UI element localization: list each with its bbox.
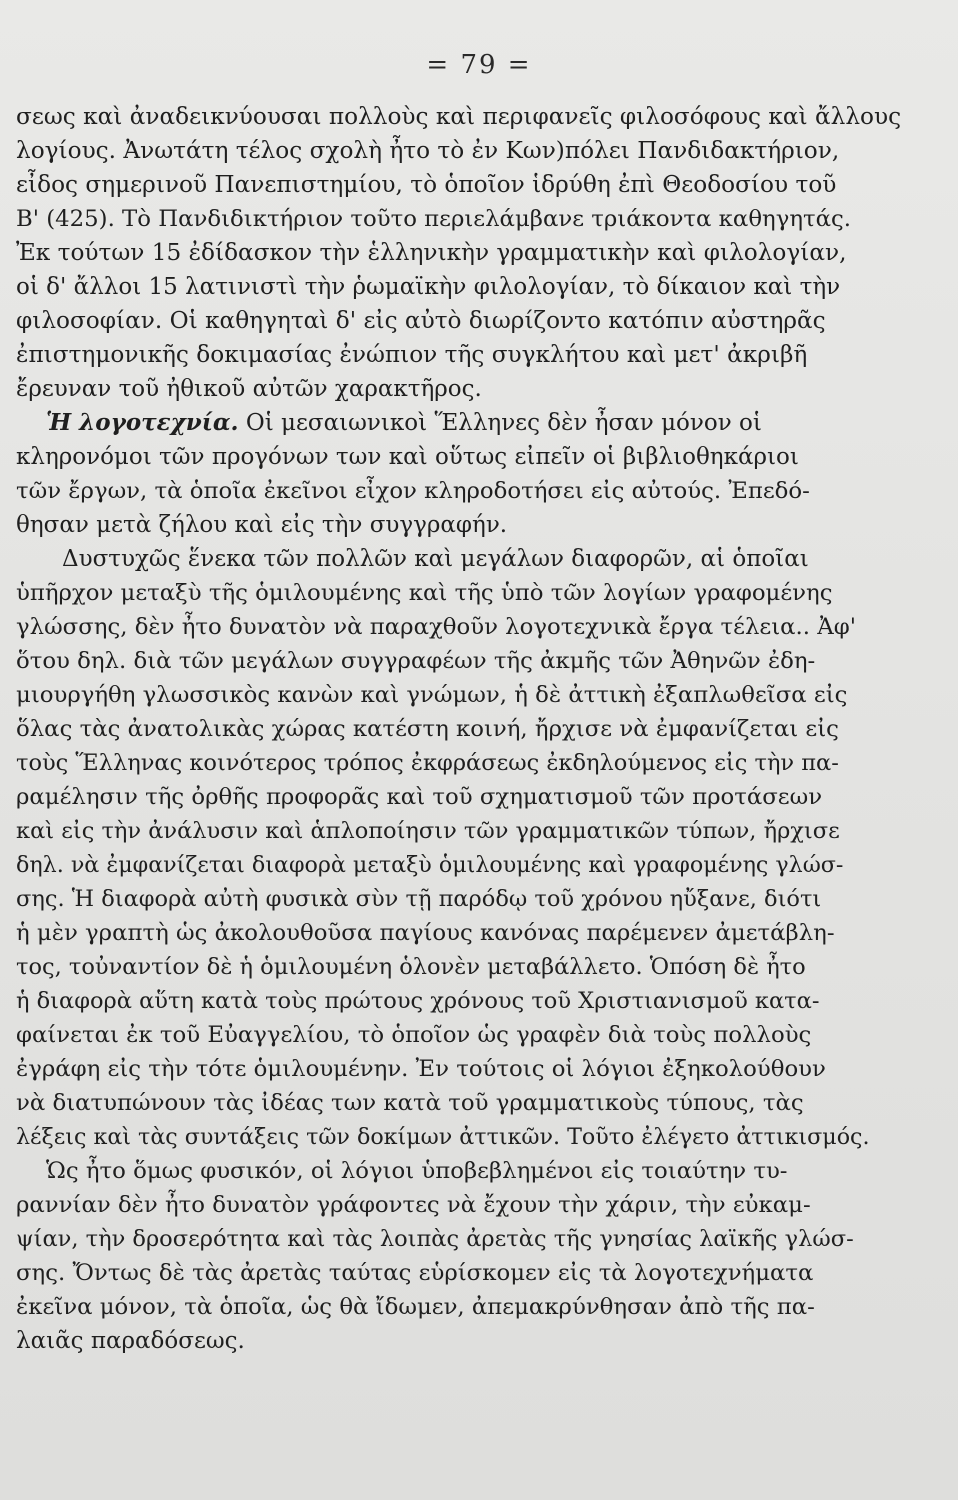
text-line: νὰ διατυπώνουν τὰς ἰδέας των κατὰ τοῦ γραμματικοὺς τύπους, τὰς <box>16 1090 804 1116</box>
text-line: μιουργήθη γλωσσικὸς κανὼν καὶ γνώμων, ἡ δὲ ἀττικὴ ἐξαπλωθεῖσα εἰς <box>16 682 848 708</box>
text-line: ἡ διαφορὰ αὕτη κατὰ τοὺς πρώτους χρόνους τοῦ Χριστιανισμοῦ κατα- <box>16 988 820 1014</box>
text-line: λαιᾶς παραδόσεως. <box>16 1328 245 1354</box>
text-line: Δυστυχῶς ἕνεκα τῶν πολλῶν καὶ μεγάλων διαφορῶν, αἱ ὁποῖαι <box>62 546 809 572</box>
text-line: ὅλας τὰς ἀνατολικὰς χώρας κατέστη κοινή, ἤρχισε νὰ ἐμφανίζεται εἰς <box>16 716 839 742</box>
text-line: σεως καὶ ἀναδεικνύουσαι πολλοὺς καὶ περιφανεῖς φιλοσόφους καὶ ἄλλους <box>16 103 902 130</box>
text-line: τῶν ἔργων, τὰ ὁποῖα ἐκεῖνοι εἶχον κληροδοτήσει εἰς αὐτούς. Ἐπεδό- <box>16 478 810 504</box>
text-line: κληρονόμοι τῶν προγόνων των καὶ οὕτως εἰπεῖν οἱ βιβλιοθηκάριοι <box>16 444 799 470</box>
text-line: ψίαν, τὴν δροσερότητα καὶ τὰς λοιπὰς ἀρετὰς τῆς γνησίας λαϊκῆς γλώσ- <box>16 1226 854 1252</box>
text-line: σης. Ἡ διαφορὰ αὐτὴ φυσικὰ σὺν τῇ παρόδῳ τοῦ χρόνου ηὔξανε, διότι <box>16 886 822 912</box>
text-line: φιλοσοφίαν. Οἱ καθηγηταὶ δ' εἰς αὐτὸ διωρίζοντο κατόπιν αὐστηρᾶς <box>16 307 826 334</box>
text-line: γλώσσης, δὲν ἦτο δυνατὸν νὰ παραχθοῦν λογοτεχνικὰ ἔργα τέλεια.. Ἀφ' <box>16 614 856 640</box>
text-line: φαίνεται ἐκ τοῦ Εὐαγγελίου, τὸ ὁποῖον ὡς γραφὲν διὰ τοὺς πολλοὺς <box>16 1022 812 1048</box>
text-line: Β' (425). Τὸ Πανδιδικτήριον τοῦτο περιελάμβανε τριάκοντα καθηγητάς. <box>16 206 852 232</box>
text-line: καὶ εἰς τὴν ἀνάλυσιν καὶ ἁπλοποίησιν τῶν γραμματικῶν τύπων, ἤρχισε <box>16 818 840 844</box>
text-line: εἶδος σημερινοῦ Πανεπιστημίου, τὸ ὁποῖον ἱδρύθη ἐπὶ Θεοδοσίου τοῦ <box>16 171 837 198</box>
text-line: λογίους. Ἀνωτάτη τέλος σχολὴ ἦτο τὸ ἐν Κων)πόλει Πανδιδακτήριον, <box>16 137 840 164</box>
text-line: οἱ δ' ἄλλοι 15 λατινιστὶ τὴν ῥωμαϊκὴν φιλολογίαν, τὸ δίκαιον καὶ τὴν <box>16 274 841 300</box>
text-line: θησαν μετὰ ζήλου καὶ εἰς τὴν συγγραφήν. <box>16 512 508 538</box>
text-line: ἐγράφη εἰς τὴν τότε ὁμιλουμένην. Ἐν τούτοις οἱ λόγιοι ἐξηκολούθουν <box>16 1056 826 1082</box>
text-line: ὅτου δηλ. διὰ τῶν μεγάλων συγγραφέων τῆς ἀκμῆς τῶν Ἀθηνῶν ἐδη- <box>16 648 816 674</box>
text-line: ἐκεῖνα μόνον, τὰ ὁποῖα, ὡς θὰ ἴδωμεν, ἀπεμακρύνθησαν ἀπὸ τῆς πα- <box>16 1294 815 1320</box>
text-line: ἐπιστημονικῆς δοκιμασίας ἐνώπιον τῆς συγκλήτου καὶ μετ' ἀκριβῆ <box>16 341 808 368</box>
text-line: ραμέλησιν τῆς ὀρθῆς προφορᾶς καὶ τοῦ σχηματισμοῦ τῶν προτάσεων <box>16 784 823 810</box>
text-line: τοὺς Ἕλληνας κοινότερος τρόπος ἐκφράσεως ἐκδηλούμενος εἰς τὴν πα- <box>16 750 839 776</box>
text-line: τος, τοὐναντίον δὲ ἡ ὁμιλουμένη ὁλονὲν μεταβάλλετο. Ὁπόση δὲ ἦτο <box>16 954 806 980</box>
text-line: ἡ μὲν γραπτὴ ὡς ἀκολουθοῦσα παγίους κανόνας παρέμενεν ἀμετάβλη- <box>16 920 835 946</box>
page-number: = 79 = <box>426 50 532 80</box>
text-line: ἔρευναν τοῦ ἠθικοῦ αὐτῶν χαρακτῆρος. <box>16 376 482 402</box>
text-line: δηλ. νὰ ἐμφανίζεται διαφορὰ μεταξὺ ὁμιλουμένης καὶ γραφομένης γλώσ- <box>16 852 844 878</box>
text-line: Οἱ μεσαιωνικοὶ Ἕλληνες δὲν ἦσαν μόνον οἱ <box>245 410 762 436</box>
text-line: ραννίαν δὲν ἦτο δυνατὸν γράφοντες νὰ ἔχουν τὴν χάριν, τὴν εὐκαμ- <box>16 1192 811 1218</box>
text-line: σης. Ὄντως δὲ τὰς ἀρετὰς ταύτας εὑρίσκομεν εἰς τὰ λογοτεχνήματα <box>16 1260 814 1286</box>
text-line: Ἐκ τούτων 15 ἐδίδασκον τὴν ἑλληνικὴν γραμματικὴν καὶ φιλολογίαν, <box>16 239 847 266</box>
text-line: λέξεις καὶ τὰς συντάξεις τῶν δοκίμων ἀττικῶν. Τοῦτο ἐλέγετο ἀττικισμός. <box>16 1124 870 1150</box>
section-heading: Ἡ λογοτεχνία. <box>46 409 239 436</box>
text-line: Ὡς ἦτο ὅμως φυσικόν, οἱ λόγιοι ὑποβεβλημένοι εἰς τοιαύτην τυ- <box>46 1158 788 1184</box>
text-line: ὑπῆρχον μεταξὺ τῆς ὁμιλουμένης καὶ τῆς ὑπὸ τῶν λογίων γραφομένης <box>16 580 833 606</box>
section-heading-line <box>46 406 762 440</box>
